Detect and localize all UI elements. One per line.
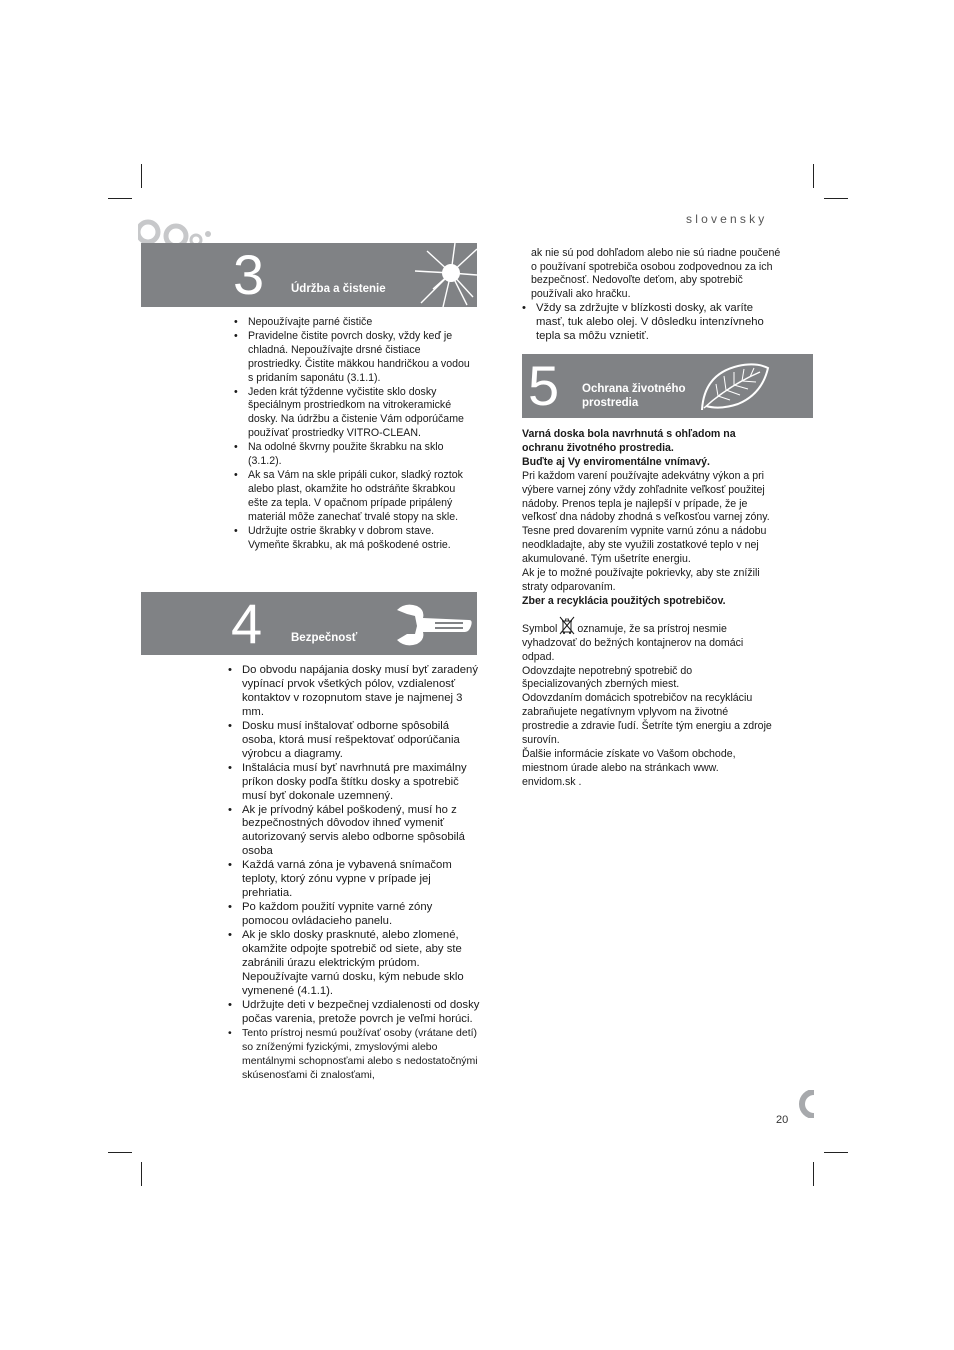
list-item: • Udržujte ostrie škrabky v dobrom stave. Vymeňte škrabku, ak má poškodené ostrie. bbox=[232, 525, 477, 553]
paragraph: Pri každom varení používajte adekvátny výkon a pri výbere varnej zóny vždy zohľadnite veľkosť použitej nádoby. Prenos tepla je najlepší v prípade, že je veľkosť dna nádoby zhodná s veľkosťou varnej zóny. bbox=[522, 469, 770, 524]
list-item: • Ak sa Vám na skle pripáli cukor, sladký roztok alebo plast, okamžite ho odstráňte škrabkou ešte za tepla. V opačnom prípade pripálený materiál môže zanechať trvalé stopy na skle. bbox=[232, 469, 477, 525]
section-4-continuation: ak nie sú pod dohľadom alebo nie sú riadne poučené o používaní spotrebiča osobou zodpovednou za ich bezpečnosť. Nedovoľte deťom, aby spotrebič používali ako hračku. bbox=[531, 247, 781, 301]
paragraph: Tesne pred dovarením vypnite varnú zónu a nádobu neodkladajte, aby ste využili zostatkové teplo v nej akumulované. Tým ušetríte energiu. bbox=[522, 525, 767, 566]
paragraph: Ďalšie informácie získate vo Vašom obchode, miestnom úrade alebo na stránkach www. envidom.sk . bbox=[522, 747, 736, 788]
section-5-title bbox=[582, 382, 686, 410]
section-4-band bbox=[141, 592, 477, 655]
list-item: • Ak je prívodný kábel poškodený, musí ho z bezpečnostných dôvodov ihneď vymeniť autorizovaný servis alebo odborne spôsobilá osoba bbox=[226, 804, 481, 860]
section-4-extra-list bbox=[520, 302, 782, 344]
list-item: • Do obvodu napájania dosky musí byť zaradený vypínací prvok všetkých pólov, vzdialenosť kontaktov v rozopnutom stave je najmenej 3 mm. bbox=[226, 664, 481, 720]
recycle-heading: Zber a recyklácia použitých spotrebičov. bbox=[522, 594, 726, 607]
intro-bold-2: Buďte aj Vy enviromentálne vnímavý. bbox=[522, 455, 710, 468]
list-item: • Ak je sklo dosky prasknuté, alebo zlomené, okamžite odpojte spotrebič od siete, aby ste zabránili úrazu elektrickým prúdom. Nepoužívajte varnú dosku, kým nebude sklo vymenené (4.1.1). bbox=[226, 929, 481, 999]
section-3-list bbox=[232, 316, 477, 552]
list-item: • Inštalácia musí byť navrhnutá pre maximálny príkon dosky podľa štítku dosky a spotrebič musí byť dokonale uzemnený. bbox=[226, 762, 481, 804]
list-item: • Každá varná zóna je vybavená snímačom teploty, ktorý zónu vypne v prípade jej prehriatia. bbox=[226, 859, 481, 901]
crop-mark bbox=[108, 198, 132, 199]
symbol-word: Symbol bbox=[522, 622, 558, 635]
paragraph: Ak je to možné používajte pokrievky, aby ste znížili straty odparovaním. bbox=[522, 567, 760, 593]
crop-mark bbox=[824, 1152, 848, 1153]
leaf-icon bbox=[698, 360, 770, 412]
section-4-number: 4 bbox=[231, 592, 263, 655]
section-5-title-line2: prostredia bbox=[582, 397, 639, 409]
symbol-paragraph bbox=[522, 616, 772, 665]
intro-bold-1: Varná doska bola navrhnutá s ohľadom na ochranu životného prostredia. bbox=[522, 428, 736, 454]
section-5-body bbox=[522, 428, 772, 790]
list-item: • Nepoužívajte parné čističe bbox=[232, 316, 477, 330]
crop-mark bbox=[108, 1152, 132, 1153]
paragraph: Odovzdajte nepotrebný spotrebič do špecializovaných zberných miest. bbox=[522, 664, 693, 691]
list-item: • Dosku musí inštalovať odborne spôsobilá osoba, ktorá musí rešpektovať odporúčania výrobcu a diagramy. bbox=[226, 720, 481, 762]
list-item: • Po každom použití vypnite varné zóny pomocou ovládacieho panelu. bbox=[226, 901, 481, 929]
decorative-circle bbox=[790, 1090, 814, 1118]
crop-mark bbox=[813, 1162, 814, 1186]
crop-mark bbox=[813, 164, 814, 188]
crop-mark bbox=[141, 164, 142, 188]
sparkle-icon bbox=[413, 243, 477, 307]
section-5-band bbox=[522, 354, 813, 418]
wrench-icon bbox=[395, 600, 473, 648]
symbol-text: oznamuje, že sa prístroj nesmie vyhadzovať do bežných kontajnerov na domáci odpad. bbox=[522, 622, 744, 663]
section-5-number: 5 bbox=[528, 354, 560, 417]
language-label: slovensky bbox=[686, 212, 768, 226]
section-3-band bbox=[141, 243, 477, 307]
list-item: • Udržujte deti v bezpečnej vzdialenosti od dosky počas varenia, pretože povrch je veľmi horúci. bbox=[226, 999, 481, 1027]
section-4-list bbox=[226, 664, 481, 1083]
crop-mark bbox=[141, 1162, 142, 1186]
section-4-title: Bezpečnosť bbox=[291, 632, 358, 644]
list-item: • Vždy sa zdržujte v blízkosti dosky, ak varíte masť, tuk alebo olej. V dôsledku intenzívneho tepla sa môžu vznietiť. bbox=[520, 302, 782, 344]
list-item: • Pravidelne čistite povrch dosky, vždy keď je chladná. Nepoužívajte drsné čistiace prostriedky. Čistite mäkkou handričkou a vodou s pridaním saponátu (3.1.1). bbox=[232, 330, 477, 386]
section-5-title-line1: Ochrana životného bbox=[582, 383, 686, 395]
list-item: • Na odolné škvrny použite škrabku na sklo (3.1.2). bbox=[232, 441, 477, 469]
list-item: • Tento prístroj nesmú používať osoby (vrátane detí) so zníženými fyzickými, zmyslovými alebo mentálnymi schopnosťami alebo s nedostatočnými skúsenosťami či znalosťami, bbox=[226, 1027, 481, 1083]
weee-bin-icon bbox=[559, 616, 575, 636]
section-3-title: Údržba a čistenie bbox=[291, 283, 386, 295]
page-number: 20 bbox=[776, 1114, 789, 1126]
section-3-number: 3 bbox=[233, 243, 265, 306]
crop-mark bbox=[824, 198, 848, 199]
list-item: • Jeden krát týždenne vyčistite sklo dosky špeciálnym prostriedkom na vitrokeramické dosky. Na údržbu a čistenie Vám odporúčame používať prostriedky VITRO-CLEAN. bbox=[232, 386, 477, 442]
paragraph: Odovzdaním domácich spotrebičov na recykláciu zabraňujete negatívnym vplyvom na životné prostredie a zdravie ľudí. Šetríte tým energiu a zdroje surovín. bbox=[522, 692, 772, 747]
